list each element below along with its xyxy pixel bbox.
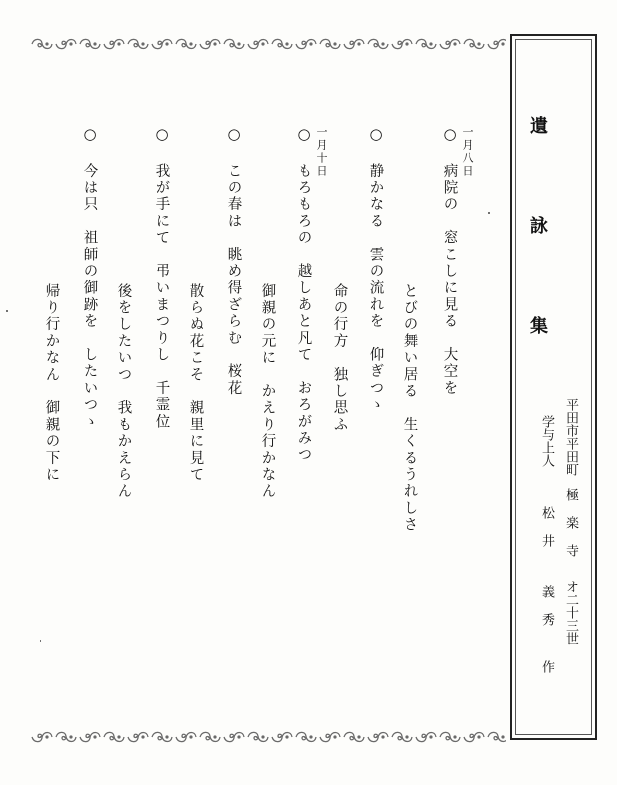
swirl-ornament-icon [246, 36, 270, 52]
poem-3-line-1: もろもろの 越しあと凡て おろがみつ [295, 163, 312, 464]
scan-speck [6, 310, 8, 312]
swirl-ornament-icon [486, 36, 506, 52]
poem-5-line-2: 後をしたいつ 我もかえらん [115, 283, 132, 501]
swirl-ornament-icon [78, 729, 102, 745]
swirl-ornament-icon [462, 36, 486, 52]
credit-person: 学与上人 [539, 415, 554, 467]
credit-generation: オ二十三世 [563, 580, 578, 645]
title-char-1: 遺 [527, 116, 548, 134]
poem-5-marker: ○ [153, 125, 171, 146]
swirl-ornament-icon [54, 36, 78, 52]
poem-6-marker: ○ [81, 125, 99, 146]
poem-5-line-1: 我が手にて 弔いまつりし 千霊位 [153, 163, 170, 431]
swirl-ornament-icon [222, 36, 246, 52]
swirl-ornament-icon [174, 36, 198, 52]
swirl-ornament-icon [390, 729, 414, 745]
swirl-ornament-icon [126, 729, 150, 745]
swirl-ornament-icon [318, 729, 342, 745]
swirl-ornament-icon [246, 729, 270, 745]
swirl-ornament-icon [270, 36, 294, 52]
credit-temple: 極 楽 寺 [563, 488, 578, 557]
swirl-ornament-icon [126, 36, 150, 52]
credit-address: 平田市平田町 [563, 398, 578, 476]
poem-3-line-2: 御親の元に かえり行かなん [259, 283, 276, 501]
swirl-ornament-icon [78, 36, 102, 52]
swirl-ornament-icon [198, 36, 222, 52]
swirl-ornament-icon [414, 729, 438, 745]
poem-1-line-2: とびの舞い居る 生くるうれしさ [401, 283, 418, 534]
title-char-2: 詠 [527, 216, 548, 234]
swirl-ornament-icon [366, 729, 390, 745]
swirl-ornament-icon [270, 729, 294, 745]
swirl-ornament-icon [30, 36, 54, 52]
scan-speck [40, 640, 41, 642]
credit-suffix: 作 [539, 660, 554, 673]
swirl-ornament-icon [342, 36, 366, 52]
bottom-ornament-border [30, 726, 506, 748]
swirl-ornament-icon [414, 36, 438, 52]
poem-4-line-1: この春は 眺め得ざらむ 桜花 [225, 163, 242, 397]
poem-6-line-2: 帰り行かなん 御親の下に [43, 283, 60, 484]
swirl-ornament-icon [390, 36, 414, 52]
credit-given: 義 秀 [539, 585, 554, 626]
swirl-ornament-icon [30, 729, 54, 745]
swirl-ornament-icon [294, 729, 318, 745]
swirl-ornament-icon [462, 729, 486, 745]
scan-speck [488, 212, 490, 214]
swirl-ornament-icon [222, 729, 246, 745]
swirl-ornament-icon [486, 729, 506, 745]
swirl-ornament-icon [366, 36, 390, 52]
poem-2-line-1: 静かなる 雲の流れを 仰ぎつゝ [367, 163, 384, 414]
swirl-ornament-icon [54, 729, 78, 745]
poem-3-marker: ○ [295, 125, 313, 146]
swirl-ornament-icon [294, 36, 318, 52]
poem-2-line-2: 命の行方 独し思ふ [331, 283, 348, 434]
swirl-ornament-icon [438, 729, 462, 745]
poem-2-marker: ○ [367, 125, 385, 146]
title-char-3: 集 [527, 316, 548, 334]
top-ornament-border [30, 33, 506, 55]
swirl-ornament-icon [318, 36, 342, 52]
poem-4-line-2: 散らぬ花こそ 親里に見て [187, 283, 204, 484]
poem-3-date: 一月十日 [315, 126, 328, 178]
swirl-ornament-icon [342, 729, 366, 745]
poem-1-line-1: 病院の 窓こしに見る 大空を [441, 163, 458, 397]
poem-1-marker: ○ [441, 125, 459, 146]
swirl-ornament-icon [150, 36, 174, 52]
swirl-ornament-icon [102, 36, 126, 52]
swirl-ornament-icon [198, 729, 222, 745]
swirl-ornament-icon [174, 729, 198, 745]
swirl-ornament-icon [150, 729, 174, 745]
title-panel [510, 34, 597, 740]
poem-4-marker: ○ [225, 125, 243, 146]
swirl-ornament-icon [102, 729, 126, 745]
swirl-ornament-icon [438, 36, 462, 52]
credit-surname: 松 井 [539, 506, 554, 547]
poem-6-line-1: 今は只 祖師の御跡を したいつゝ [81, 163, 98, 431]
poem-1-date: 一月八日 [461, 126, 474, 178]
